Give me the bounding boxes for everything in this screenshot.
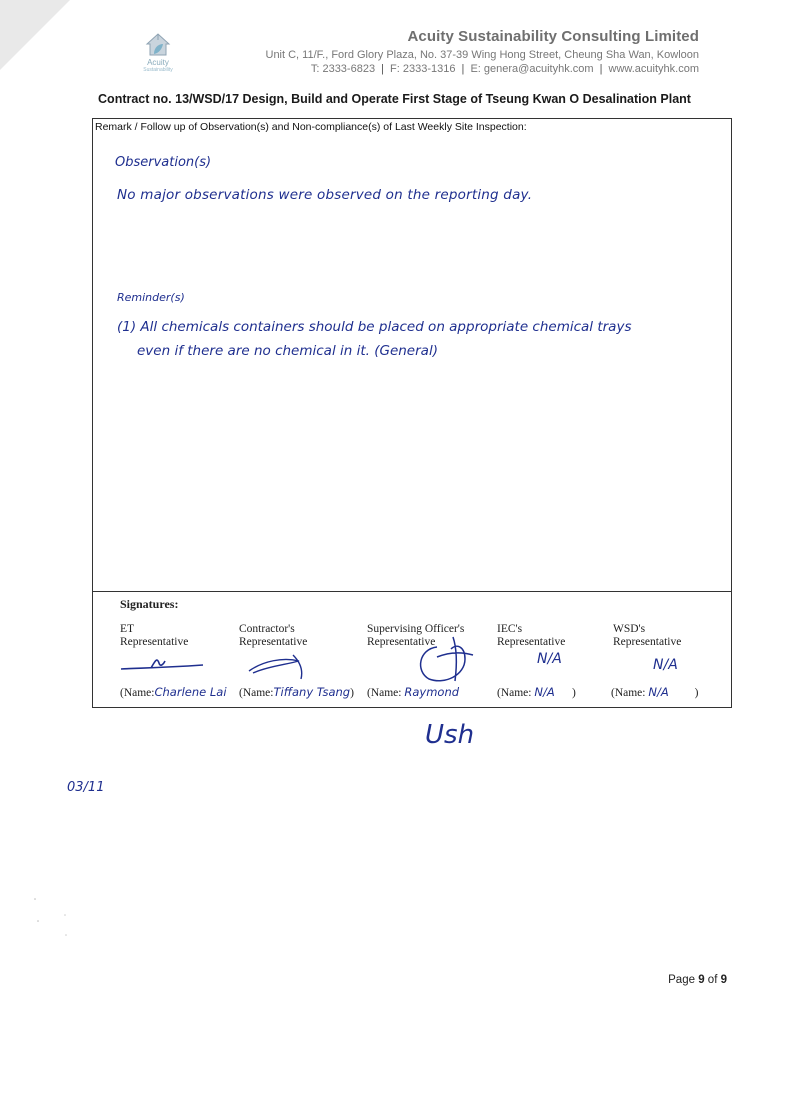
sig-name-value: Raymond — [404, 685, 460, 699]
sig-role-line: Contractor's — [239, 623, 295, 635]
company-tel: T: 2333-6823 — [310, 63, 376, 75]
contractor-signature — [243, 651, 323, 681]
wsd-signature-na: N/A — [653, 657, 678, 673]
sig-role-iec — [497, 623, 565, 649]
page-current: 9 — [698, 974, 705, 986]
sig-name-prefix: (Name: — [611, 687, 646, 699]
company-header — [266, 28, 700, 75]
sig-role-line: IEC's — [497, 623, 523, 635]
inspection-form — [92, 118, 732, 708]
logo-subtitle: Sustainability — [143, 67, 173, 73]
sig-name-prefix: (Name: — [239, 687, 274, 699]
sig-name-value: Tiffany Tsang — [273, 685, 351, 699]
sig-name-contractor — [239, 685, 354, 699]
logo-name: Acuity — [147, 58, 169, 67]
sig-name-iec — [497, 685, 576, 699]
company-website: www.acuityhk.com — [608, 63, 699, 75]
page-corner-fold — [0, 0, 70, 70]
company-logo — [132, 30, 184, 74]
company-address: Unit C, 11/F., Ford Glory Plaza, No. 37-39 Wing Hong Street, Cheung Sha Wan, Kowloon — [265, 49, 699, 61]
sig-role-et — [120, 623, 188, 649]
separator: | — [599, 63, 603, 75]
sig-name-supervising — [367, 685, 459, 699]
sig-role-line: Representative — [613, 636, 682, 648]
contract-title: Contract no. 13/WSD/17 Design, Build and Operate First Stage of Tseung Kwan O Desalination Plant — [98, 92, 691, 106]
margin-date-note: 03/11 — [67, 780, 105, 795]
scan-specks — [30, 895, 80, 945]
house-leaf-icon — [143, 30, 173, 58]
separator: | — [381, 63, 384, 75]
sig-role-line: Supervising Officer's — [367, 623, 465, 635]
iec-signature-na: N/A — [537, 651, 562, 667]
sig-name-prefix: (Name: — [497, 687, 532, 699]
sig-name-value: N/A — [648, 685, 669, 699]
sig-role-line: Representative — [120, 636, 189, 648]
signatures-title: Signatures: — [120, 597, 179, 611]
sig-role-contractor — [239, 623, 307, 649]
sig-name-prefix: (Name: — [367, 687, 402, 699]
company-name: Acuity Sustainability Consulting Limited — [407, 28, 699, 45]
signature-divider — [93, 591, 731, 592]
sig-role-line: Representative — [497, 636, 566, 648]
page-total: 9 — [720, 974, 727, 986]
reminder-line-1: (1) All chemicals containers should be placed on appropriate chemical trays — [117, 319, 632, 335]
sig-role-line: ET — [120, 623, 135, 635]
sig-name-value: Charlene Lai — [154, 685, 227, 699]
sig-role-wsd — [613, 623, 681, 649]
supervising-signature — [407, 635, 487, 685]
company-email: E: genera@acuityhk.com — [470, 63, 594, 75]
sig-role-line: Representative — [367, 636, 436, 648]
sig-name-suffix: ) — [694, 687, 699, 699]
sig-name-suffix: ) — [571, 687, 576, 699]
page-of: of — [704, 974, 721, 986]
page-prefix: Page — [668, 974, 699, 986]
sig-name-wsd — [611, 685, 698, 699]
reminder-line-2: even if there are no chemical in it. (General) — [137, 343, 438, 359]
observation-text: No major observations were observed on the reporting day. — [117, 187, 533, 203]
page-number — [668, 974, 727, 986]
sig-name-suffix: ) — [350, 687, 354, 699]
observation-heading: Observation(s) — [115, 155, 212, 170]
sig-role-line: WSD's — [613, 623, 646, 635]
sig-name-prefix: (Name: — [120, 687, 155, 699]
et-signature — [119, 651, 209, 675]
sig-name-et — [120, 685, 227, 699]
company-contact — [266, 63, 700, 75]
remark-label: Remark / Follow up of Observation(s) and Non-compliance(s) of Last Weekly Site Inspection: — [95, 121, 527, 133]
reminder-heading: Reminder(s) — [117, 291, 185, 304]
sig-name-value: N/A — [534, 685, 555, 699]
sig-role-line: Representative — [239, 636, 308, 648]
additional-signature: Ush — [425, 720, 475, 750]
company-fax: F: 2333-1316 — [390, 63, 456, 75]
separator: | — [461, 63, 465, 75]
